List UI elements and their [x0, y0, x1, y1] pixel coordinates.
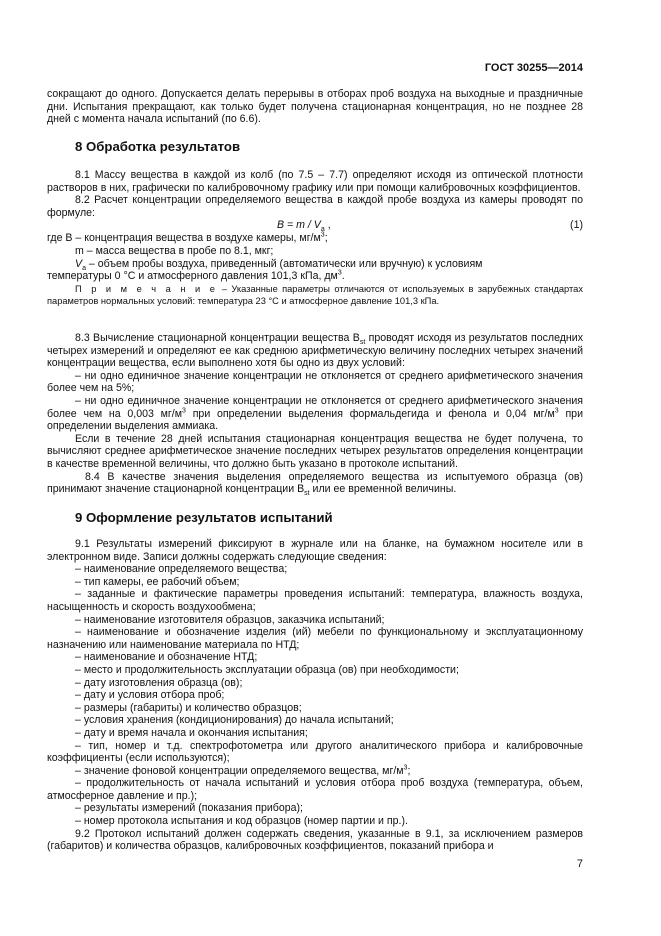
- list-item: – номер протокола испытания и код образцов (номер партии и пр.).: [75, 815, 408, 828]
- list-item: – тип камеры, ее рабочий объем;: [75, 575, 240, 588]
- list-item: – наименование изготовителя образцов, заказчика испытаний;: [75, 613, 385, 626]
- para-9-2: 9.2 Протокол испытаний должен содержать сведения, указанные в 9.1, за исключением размеров (габаритов) и количества образцов, калибровочных коэффициентов, показаний прибора и: [47, 827, 583, 853]
- condition-2: – ни одно единичное значение концентрации не отклоняется от среднего арифметического значения более чем на 0,003 $мг/м^3$ при определении выделения формальдегида и фенола и 0,04 $мг/м^3$ при определении выделения аммиака.: [47, 394, 583, 433]
- page-number: 7: [576, 858, 583, 870]
- list-item: – продолжительность от начала испытаний и условия отбора проб воздуха (температура, объем, атмосферное давление и пр.);: [47, 777, 583, 802]
- list-item: – дату изготовления образца (ов);: [75, 676, 243, 689]
- list-item: – место и продолжительность эксплуатации образца (ов) при необходимости;: [75, 663, 459, 676]
- section-9-title: 9 Оформление результатов испытаний: [75, 510, 333, 525]
- section-8-title: 8 Обработка результатов: [75, 139, 241, 154]
- formula-1: $B = m / V_a$ , (1): [277, 219, 583, 234]
- records-list: [47, 563, 583, 827]
- list-item: – дату и время начала и окончания испытания;: [75, 726, 308, 739]
- note: П р и м е ч а н и е – Указанные параметры отличаются от используемых в зарубежных стандартах параметров нормальных условий: температура 23 °С и атмосферное давление 101,3 кПа.: [47, 283, 583, 306]
- document-header: ГОСТ 30255—2014: [484, 62, 583, 74]
- section-8-3: [47, 332, 583, 496]
- formula-number: (1): [570, 219, 583, 232]
- para-28-days: Если в течение 28 дней испытания стационарная концентрация вещества не будет получена, то вычисляют среднее арифметическое значение последних четырех результатов определения концентрации в качестве временной величины, что должно быть указано в протоколе испытаний.: [47, 432, 583, 470]
- list-item: – тип, номер и т.д. спектрофотометра или другого аналитического прибора и калибровочные коэффициенты (если используются);: [47, 739, 583, 765]
- list-item: – результаты измерений (показания прибора);: [75, 802, 303, 815]
- para-8-2: 8.2 Расчет концентрации определяемого вещества в каждой пробе воздуха из камеры проводят по формуле:: [47, 194, 583, 219]
- para-8-3: 8.3 Вычисление стационарной концентрации вещества $В_{st}$ проводят исходя из результатов последних четырех измерений и определяют ее как среднюю арифметическую величину последних четырех значений концентрации вещества, если выполнено хотя бы одно из двух условий:: [47, 332, 583, 370]
- intro-paragraph: сокращают до одного. Допускается делать перерывы в отборах проб воздуха на выходные и праздничные дни. Испытания прекращают, как только будет получена стационарная концентрация, но не позднее 28 дней с момента начала испытаний (по 6.6).: [47, 88, 583, 126]
- para-8-1: 8.1 Массу вещества в каждой из колб (по 7.5 – 7.7) определяют исходя из оптической плотности растворов в них, графически по калибровочному графику или при помощи калибровочных коэффициентов.: [47, 169, 583, 194]
- list-item: – заданные и фактические параметры проведения испытаний: температура, влажность воздуха, насыщенность и скорость воздухообмена;: [47, 588, 583, 613]
- list-item: – дату и условия отбора проб;: [75, 689, 225, 702]
- where-b: где B – концентрация вещества в воздухе камеры, $мг/м^3$;: [47, 231, 328, 245]
- list-item: – условия хранения (кондиционирования) до начала испытаний;: [75, 714, 394, 727]
- section-8-body: [47, 169, 583, 307]
- section-9-body: [47, 538, 583, 853]
- para-9-1: 9.1 Результаты измерений фиксируют в журнале или на бланке, на бумажном носителе или в электронном виде. Записи должны содержать следующие сведения:: [47, 538, 583, 563]
- list-item: – размеры (габариты) и количество образцов;: [75, 701, 302, 714]
- list-item: – наименование и обозначение изделия (ий) мебели по функциональному и эксплуатационному назначению или наименование материала по НТД;: [47, 626, 583, 651]
- where-m: m – масса вещества в пробе по 8.1, мкг;: [75, 244, 274, 257]
- condition-1: – ни одно единичное значение концентрации не отклоняется от среднего арифметического значения более чем на 5%;: [47, 369, 583, 395]
- where-v-cont: температуры 0 °С и атмосферного давления 101,3 кПа, $дм^3$.: [47, 269, 345, 283]
- list-item: – значение фоновой концентрации определяемого вещества, $мг/м^3$;: [75, 764, 411, 777]
- list-item: – наименование и обозначение НТД;: [75, 651, 258, 664]
- para-8-4: 8.4 В качестве значения выделения определяемого вещества из испытуемого образца (ов) принимают значение стационарной концентрации $В_{st}$ или ее временной величины.: [47, 470, 583, 498]
- list-item: – наименование определяемого вещества;: [75, 563, 288, 576]
- where-v: $V_а$ – объем пробы воздуха, приведенный (автоматически или вручную) к условиям: [75, 257, 483, 272]
